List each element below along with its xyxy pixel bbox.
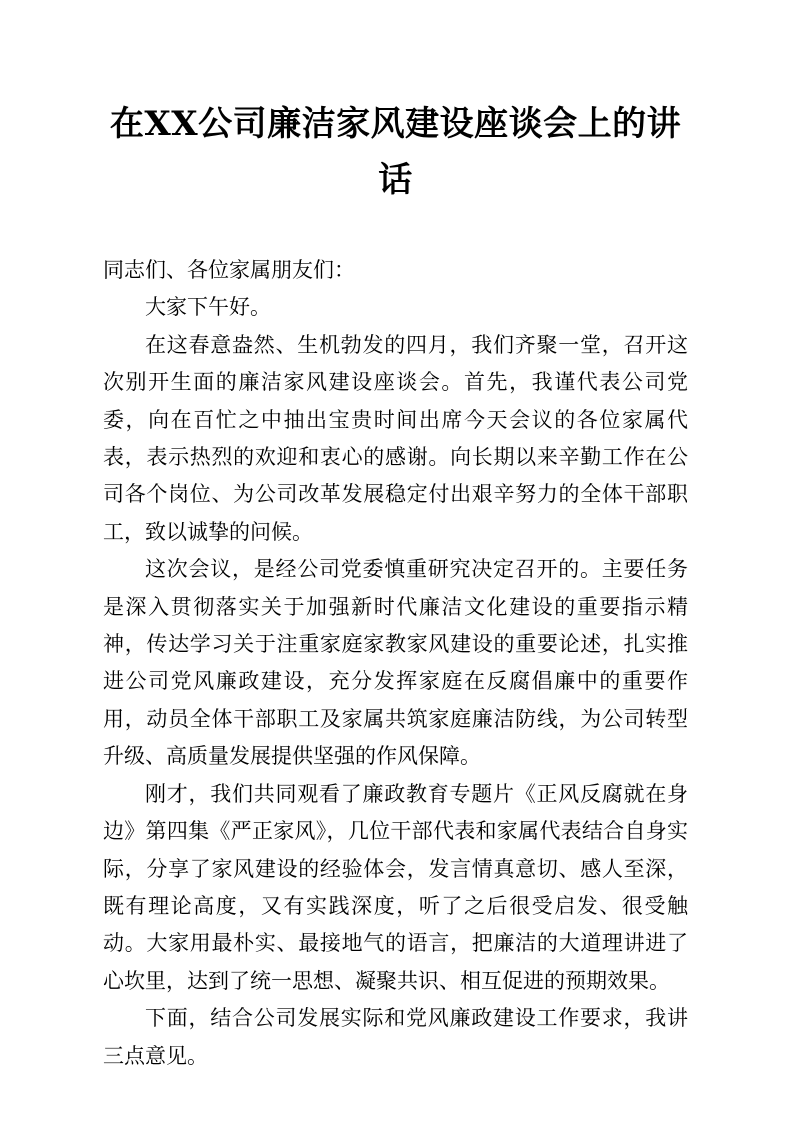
body-paragraph-3: 刚才，我们共同观看了廉政教育专题片《正风反腐就在身边》第四集《严正家风》，几位干部代表和家属代表结合自身实际，分享了家风建设的经验体会，发言情真意切、感人至深，既有理论高度，又有实践深度，听了之后很受启发、很受触动。大家用最朴实、最接地气的语言，把廉洁的大道理讲进了心坎里，达到了统一思想、凝聚共识、相互促进的预期效果。 [103,781,688,993]
salutation-line: 同志们、各位家属朋友们： [103,258,355,282]
document-title: 在XX公司廉洁家风建设座谈会上的讲话 [109,104,682,200]
body-paragraph-4: 下面，结合公司发展实际和党风廉政建设工作要求，我讲三点意见。 [103,1006,688,1068]
body-paragraph-2: 这次会议，是经公司党委慎重研究决定召开的。主要任务是深入贯彻落实关于加强新时代廉洁文化建设的重要指示精神，传达学习关于注重家庭家教家风建设的重要论述，扎实推进公司党风廉政建设，充分发挥家庭在反腐倡廉中的重要作用，动员全体干部职工及家属共筑家庭廉洁防线，为公司转型升级、高质量发展提供坚强的作风保障。 [103,557,688,769]
body-paragraph-1: 在这春意盎然、生机勃发的四月，我们齐聚一堂，召开这次别开生面的廉洁家风建设座谈会。首先，我谨代表公司党委，向在百忙之中抽出宝贵时间出席今天会议的各位家属代表，表示热烈的欢迎和衷心的感谢。向长期以来辛勤工作在公司各个岗位、为公司改革发展稳定付出艰辛努力的全体干部职工，致以诚挚的问候。 [103,332,688,544]
greeting-paragraph: 大家下午好。 [145,295,271,320]
